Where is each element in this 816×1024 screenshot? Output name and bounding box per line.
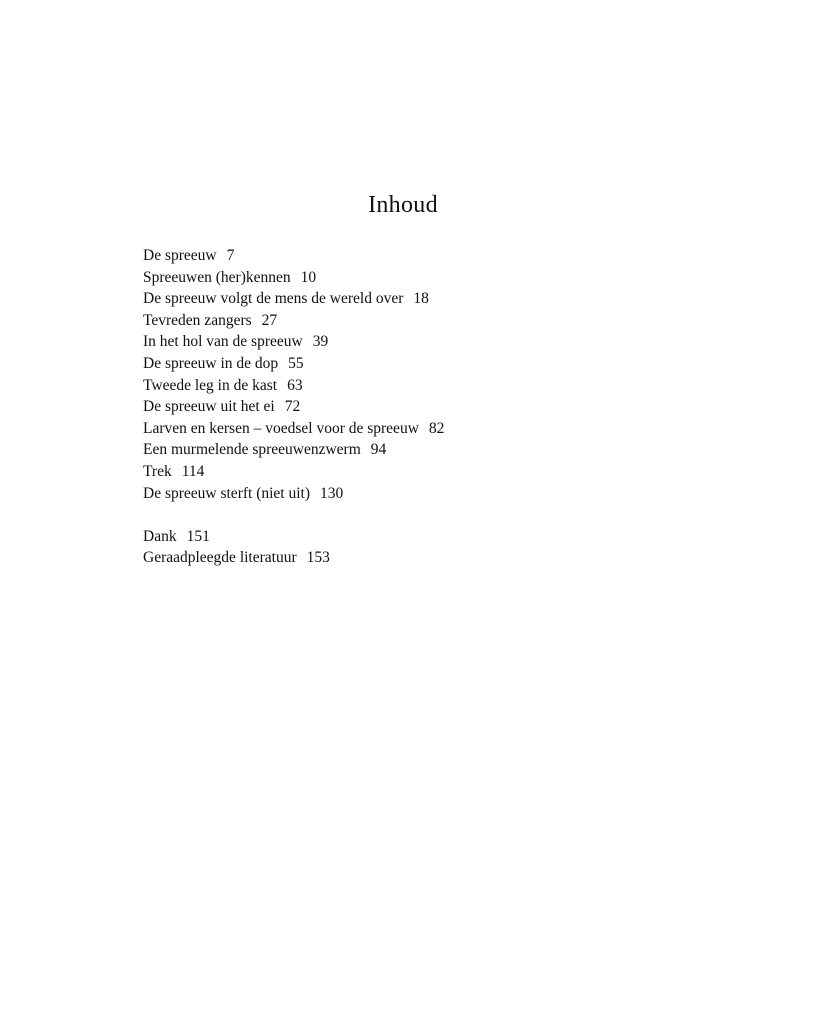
toc-entry-page: 10 <box>300 268 317 286</box>
toc-entry-page: 55 <box>288 354 304 372</box>
toc-entry <box>143 483 444 505</box>
toc-entry-page: 114 <box>181 462 205 480</box>
toc-spacer <box>143 504 444 526</box>
toc-entry-title: Larven en kersen – voedsel voor de spreeuw <box>143 419 419 437</box>
toc-entry-title: Tevreden zangers <box>143 311 252 329</box>
toc-entry-title: Spreeuwen (her)kennen <box>143 268 291 286</box>
toc-entry <box>143 396 444 418</box>
toc-entry <box>143 267 444 289</box>
toc-entry-page: 27 <box>261 311 278 329</box>
toc-entry-page: 130 <box>320 484 344 502</box>
toc-entry <box>143 375 444 397</box>
toc-entry <box>143 461 444 483</box>
toc-entry <box>143 331 444 353</box>
page-title: Inhoud <box>368 192 438 218</box>
toc-entry-title: Een murmelende spreeuwenzwerm <box>143 441 361 459</box>
toc-entry-title: De spreeuw in de dop <box>143 354 279 372</box>
toc-entry-page: 18 <box>413 290 429 308</box>
toc-entry-title: Dank <box>143 527 177 545</box>
toc-entry <box>143 245 444 267</box>
toc-entry-page: 72 <box>284 398 301 416</box>
toc-entry <box>143 418 444 440</box>
toc-entry-page: 82 <box>428 419 445 437</box>
toc-entry <box>143 288 444 310</box>
toc-entry-title: De spreeuw <box>143 247 217 264</box>
toc-entry-page: 63 <box>287 376 303 394</box>
toc-entry <box>143 353 444 375</box>
toc-entry-title: De spreeuw sterft (niet uit) <box>143 484 310 502</box>
toc-entry-page: 7 <box>226 247 235 264</box>
toc-entry-page: 151 <box>186 527 210 545</box>
toc-entry-page: 94 <box>370 441 387 459</box>
toc-entry-page: 153 <box>306 549 330 567</box>
toc-entry-title: De spreeuw volgt de mens de wereld over <box>143 290 404 308</box>
toc-entry-title: Tweede leg in de kast <box>143 376 278 394</box>
toc-entry <box>143 310 444 332</box>
toc-entry-title: De spreeuw uit het ei <box>143 398 275 416</box>
toc-entry-back-matter <box>143 526 444 548</box>
toc-entry-back-matter <box>143 547 444 569</box>
toc-entry <box>143 439 444 461</box>
table-of-contents <box>143 245 444 569</box>
toc-entry-title: Geraadpleegde literatuur <box>143 549 297 567</box>
toc-entry-title: Trek <box>143 462 172 480</box>
toc-entry-title: In het hol van de spreeuw <box>143 333 303 351</box>
toc-entry-page: 39 <box>312 333 329 351</box>
